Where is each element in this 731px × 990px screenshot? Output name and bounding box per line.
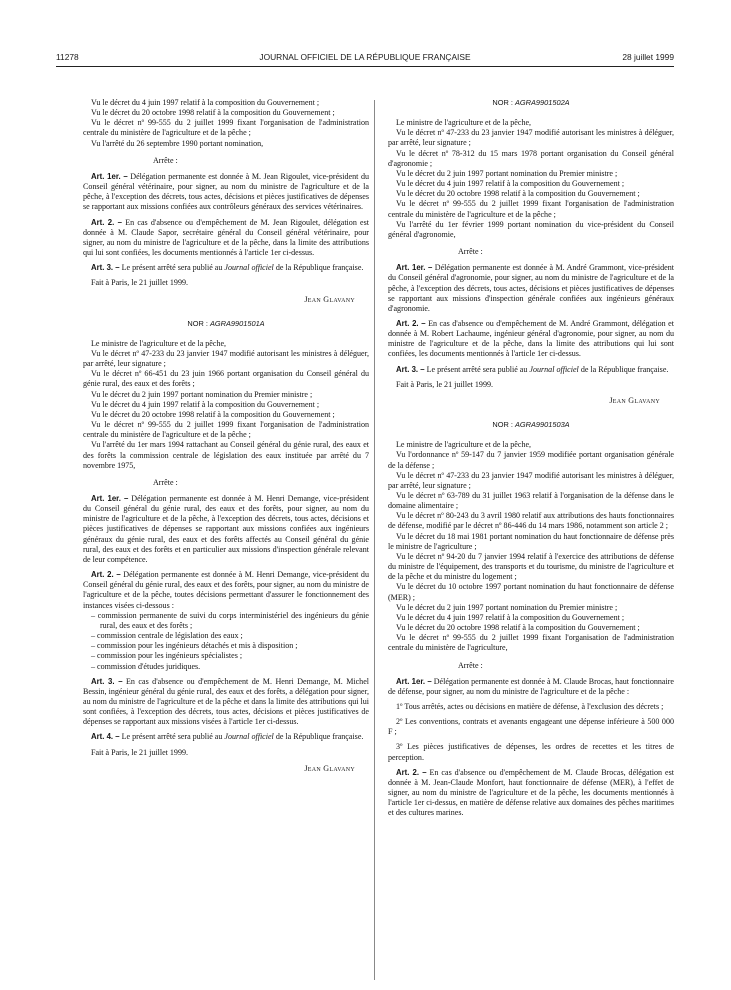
article-2 <box>388 768 674 819</box>
visa: Vu le décret du 20 octobre 1998 relatif à la composition du Gouvernement ; <box>396 623 640 633</box>
arrete-heading: Arrête : <box>153 477 178 487</box>
decree-4 <box>388 420 674 818</box>
visa: Vu le décret nº 66-451 du 23 juin 1966 portant organisation du Conseil général du génie rural, des eaux et des forêts ; <box>83 369 369 389</box>
numbered-point: 2º Les conventions, contrats et avenants engageant une dépense inférieure à 500 000 F ; <box>388 717 674 737</box>
article-2 <box>83 218 369 259</box>
left-column <box>83 98 369 774</box>
nor-reference <box>83 319 369 329</box>
header-rule <box>56 66 674 67</box>
article-label: Art. 2. – <box>396 318 426 328</box>
article-text: Délégation permanente est donnée à M. Jean Rigoulet, vice-président du Conseil général vétérinaire, pour signer, au nom du ministre de l'agriculture et de la pêche, à l'exception des décrets, tous actes, décisions et pièces justificatives de dépenses se rapportant aux missions confiées aux contrôleurs généraux des services vétérinaires. <box>83 171 369 212</box>
article-text: En cas d'absence ou d'empêchement de M. André Grammont, délégation et donnée à M. Robert Lachaume, ingénieur général d'agronomie, pour signer, au nom du ministre de l'agriculture et de la pêche, dans la limite des attributions qui lui sont confiées, les documents mentionnés à l'article 1er ci-dessus. <box>388 318 674 359</box>
list-item: – commission d'études juridiques. <box>91 662 369 672</box>
article-label: Art. 1er. – <box>396 263 433 273</box>
visa: Vu le décret nº 99-555 du 2 juillet 1999 fixant l'organisation de l'administration centrale du ministère de l'agriculture et de la pêche ; <box>83 118 369 138</box>
visa: Vu le décret du 2 juin 1997 portant nomination du Premier ministre ; <box>396 602 618 612</box>
fait-a-paris: Fait à Paris, le 21 juillet 1999. <box>91 278 188 288</box>
numbered-point: 3º Les pièces justificatives de dépenses, les ordres de recettes et les titres de perception. <box>388 742 674 762</box>
article-text: de la République française. <box>580 364 669 374</box>
article-text: En cas d'absence ou d'empêchement de M. Jean Rigoulet, délégation est donnée à M. Claude Sapor, secrétaire général du Conseil général vétérinaire, pour signer, au nom du ministre de l'agriculture et de la pêche, dans la limite des attributions qui lui sont confiées, les documents mentionnés à l'article 1er ci-dessus. <box>83 217 369 258</box>
fait-a-paris: Fait à Paris, le 21 juillet 1999. <box>396 379 493 389</box>
visa: Vu le décret du 18 mai 1981 portant nomination du haut fonctionnaire de défense près le ministre de l'agriculture ; <box>388 531 674 551</box>
signature: Jean Glavany <box>304 294 355 304</box>
article-text: Délégation permanente est donnée à M. Claude Brocas, haut fonctionnaire de défense, pour signer, au nom du ministre de l'agriculture et de la pêche : <box>388 676 674 696</box>
decree-2 <box>83 319 369 774</box>
instances-list <box>83 611 369 672</box>
article-text: Délégation permanente est donnée à M. Henri Demange, vice-président du Conseil général du génie rural, des eaux et des forêts, pour signer, au nom du ministre de l'agriculture et de la pêche, à l'exception des décrets, tous actes, décisions et pièces justificatives de dépenses se rapportant aux missions confiées aux ingénieurs généraux du génie rural, des eaux et des forêts affectés au Conseil général du génie rural, des eaux et des forêts et en particulier aux missions d'inspection générale relevant de leur compétence. <box>83 494 370 564</box>
article-text: Le présent arrêté sera publié au <box>426 364 528 374</box>
visa: Vu le décret du 4 juin 1997 relatif à la composition du Gouvernement ; <box>91 98 320 107</box>
article-label: Art. 1er. – <box>91 171 128 181</box>
visa: Vu le décret nº 63-789 du 31 juillet 1963 relatif à l'organisation de la défense dans le domaine alimentaire ; <box>388 491 674 511</box>
visa: Vu le décret du 4 juin 1997 relatif à la composition du Gouvernement ; <box>396 612 625 622</box>
visa: Vu l'arrêté du 1er mars 1994 rattachant au Conseil général du génie rural, des eaux et des forêts la commission centrale de législation des eaux instituée par arrêté du 7 novembre 1975, <box>83 440 369 470</box>
article-text: Délégation permanente est donnée à M. André Grammont, vice-président du Conseil général d'agronomie, pour signer, au nom du ministre de l'agriculture et de la pêche, à l'exception des décrets, tous actes, décisions et pièces justificatives de dépenses se rapportant aux missions d'inspection générale confiées aux ingénieurs généraux d'agronomie. <box>388 263 674 313</box>
article-1 <box>83 172 369 213</box>
article-label: Art. 1er. – <box>396 676 432 686</box>
article-text: de la République française. <box>275 263 364 273</box>
fait-a-paris: Fait à Paris, le 21 juillet 1999. <box>91 747 188 757</box>
visa: Vu le décret du 2 juin 1997 portant nomination du Premier ministre ; <box>396 168 618 178</box>
nor-label: NOR : <box>492 98 513 107</box>
journal-officiel-italic: Journal officiel <box>224 732 274 742</box>
article-1 <box>388 263 674 314</box>
article-2 <box>83 570 369 611</box>
visa: Vu le décret nº 47-233 du 23 janvier 1947 modifié autorisant les ministres à déléguer, par arrêté, leur signature ; <box>388 470 674 490</box>
journal-title: JOURNAL OFFICIEL DE LA RÉPUBLIQUE FRANÇAISE <box>259 52 471 62</box>
article-text: Le présent arrêté sera publié au <box>121 263 223 273</box>
visa: Vu le décret nº 78-312 du 15 mars 1978 portant organisation du Conseil général d'agronomie ; <box>388 148 674 168</box>
visa: Vu l'arrêté du 1er février 1999 portant nomination du vice-président du Conseil général d'agronomie, <box>388 219 674 239</box>
article-text: En cas d'absence ou d'empêchement de M. Claude Brocas, délégation est donnée à M. Jean-Claude Monfort, haut fonctionnaire de défense (MER), à l'effet de signer, au nom du ministre de l'agriculture et de la pêche, les documents mentionnés à l'article 1er ci-dessus, en matière de défense relative aux domaines des pêches maritimes et des cultures marines. <box>388 767 674 818</box>
signature: Jean Glavany <box>304 763 355 773</box>
visa: Vu le décret du 20 octobre 1998 relatif à la composition du Gouvernement ; <box>91 108 335 118</box>
visa: Vu le décret nº 80-243 du 3 avril 1980 relatif aux attributions des hauts fonctionnaires de défense, modifié par le décret nº 86-446 du 14 mars 1986, notamment son article 2 ; <box>388 511 674 531</box>
journal-officiel-italic: Journal officiel <box>529 364 579 374</box>
nor-label: NOR : <box>187 318 208 328</box>
article-label: Art. 3. – <box>91 676 123 686</box>
visa: Vu le décret du 10 octobre 1997 portant nomination du haut fonctionnaire de défense (MER) ; <box>388 582 674 602</box>
article-label: Art. 2. – <box>91 217 123 227</box>
nor-reference <box>388 98 674 108</box>
article-label: Art. 4. – <box>91 732 120 742</box>
article-3 <box>83 263 369 273</box>
article-text: Le présent arrêté sera publié au <box>121 732 223 742</box>
article-1 <box>83 494 369 565</box>
page-header <box>56 50 674 64</box>
list-item: – commission pour les ingénieurs spécialistes ; <box>91 651 369 661</box>
article-label: Art. 2. – <box>396 767 427 777</box>
article-label: Art. 3. – <box>91 263 120 273</box>
article-1 <box>388 677 674 697</box>
article-text: de la République française. <box>275 732 364 742</box>
nor-label: NOR : <box>492 420 513 430</box>
visa: Vu l'ordonnance nº 59-147 du 7 janvier 1959 modifiée portant organisation générale de la défense ; <box>388 450 674 470</box>
visa: Vu le décret du 20 octobre 1998 relatif à la composition du Gouvernement ; <box>91 409 335 419</box>
nor-reference <box>388 420 674 430</box>
visa: Vu le décret nº 94-20 du 7 janvier 1994 relatif à l'exercice des attributions de défense du ministre de l'équipement, des transports et du tourisme, du ministre de l'agriculture et de la pêche et du ministre du logement ; <box>388 551 674 582</box>
visa: Vu le décret nº 99-555 du 2 juillet 1999 fixant l'organisation de l'administration centrale du ministère de l'agriculture et de la pêche ; <box>83 420 369 440</box>
list-item: – commission pour les ingénieurs détachés et mis à disposition ; <box>91 641 369 651</box>
visa: Vu le décret du 20 octobre 1998 relatif à la composition du Gouvernement ; <box>396 189 640 199</box>
decree-1-tail <box>83 98 369 305</box>
article-label: Art. 3. – <box>396 364 425 374</box>
visa: Vu le décret nº 99-555 du 2 juillet 1999 fixant l'organisation de l'administration centrale du ministère de l'agriculture, <box>388 633 674 653</box>
arrete-heading: Arrête : <box>153 155 178 165</box>
article-label: Art. 1er. – <box>91 494 129 503</box>
article-label: Art. 2. – <box>91 570 121 580</box>
arrete-heading: Arrête : <box>458 660 483 670</box>
article-text: Délégation permanente est donnée à M. Henri Demange, vice-président du Conseil général du génie rural, des eaux et des forêts, pour signer, au nom du ministre de l'agriculture et de la pêche, toutes décisions permettant d'assurer le fonctionnement des instances visées ci-dessous : <box>83 570 369 610</box>
nor-code: AGRA9901502A <box>514 98 570 107</box>
article-3 <box>83 677 369 728</box>
right-column <box>388 98 674 819</box>
article-2 <box>388 319 674 360</box>
decree-intro: Le ministre de l'agriculture et de la pêche, <box>396 118 532 128</box>
article-text: En cas d'absence ou d'empêchement de M. Henri Demange, M. Michel Bessin, ingénieur général du génie rural, des eaux et des forêts, a délégation pour signer, au nom du ministre de l'agriculture et de la pêche et dans la limite des attributions qui lui sont confiées, à l'exception des décrets, tous actes, décisions et pièces justificatives de dépenses se rapportant aux missions visées à l'article 1er ci-dessus. <box>83 676 370 727</box>
visa: Vu le décret du 2 juin 1997 portant nomination du Premier ministre ; <box>91 389 313 399</box>
decree-3 <box>388 98 674 406</box>
visa: Vu le décret du 4 juin 1997 relatif à la composition du Gouvernement ; <box>91 399 320 409</box>
nor-code: AGRA9901503A <box>514 420 570 430</box>
numbered-point: 1º Tous arrêtés, actes ou décisions en matière de défense, à l'exclusion des décrets ; <box>396 701 664 711</box>
arrete-heading: Arrête : <box>458 247 483 257</box>
issue-date: 28 juillet 1999 <box>622 52 674 62</box>
article-4 <box>83 732 369 742</box>
article-3 <box>388 365 674 375</box>
page-number: 11278 <box>56 52 79 62</box>
nor-code: AGRA9901501A <box>209 318 265 328</box>
journal-officiel-italic: Journal officiel <box>224 263 274 273</box>
signature: Jean Glavany <box>609 395 660 405</box>
visa: Vu le décret du 4 juin 1997 relatif à la composition du Gouvernement ; <box>396 179 625 189</box>
visa: Vu le décret nº 47-233 du 23 janvier 1947 modifié autorisant les ministres à déléguer, par arrêté, leur signature ; <box>83 348 369 369</box>
decree-intro: Le ministre de l'agriculture et de la pêche, <box>91 338 227 348</box>
column-divider <box>374 100 375 980</box>
visa: Vu le décret nº 99-555 du 2 juillet 1999 fixant l'organisation de l'administration centrale du ministère de l'agriculture et de la pêche ; <box>388 199 674 219</box>
visa: Vu l'arrêté du 26 septembre 1990 portant nomination, <box>91 138 264 148</box>
decree-intro: Le ministre de l'agriculture et de la pêche, <box>396 440 532 450</box>
visa: Vu le décret nº 47-233 du 23 janvier 1947 modifié autorisant les ministres à déléguer, par arrêté, leur signature ; <box>388 128 674 148</box>
list-item: – commission centrale de législation des eaux ; <box>91 631 369 641</box>
list-item: – commission permanente de suivi du corps interministériel des ingénieurs du génie rural, des eaux et des forêts ; <box>91 611 369 631</box>
